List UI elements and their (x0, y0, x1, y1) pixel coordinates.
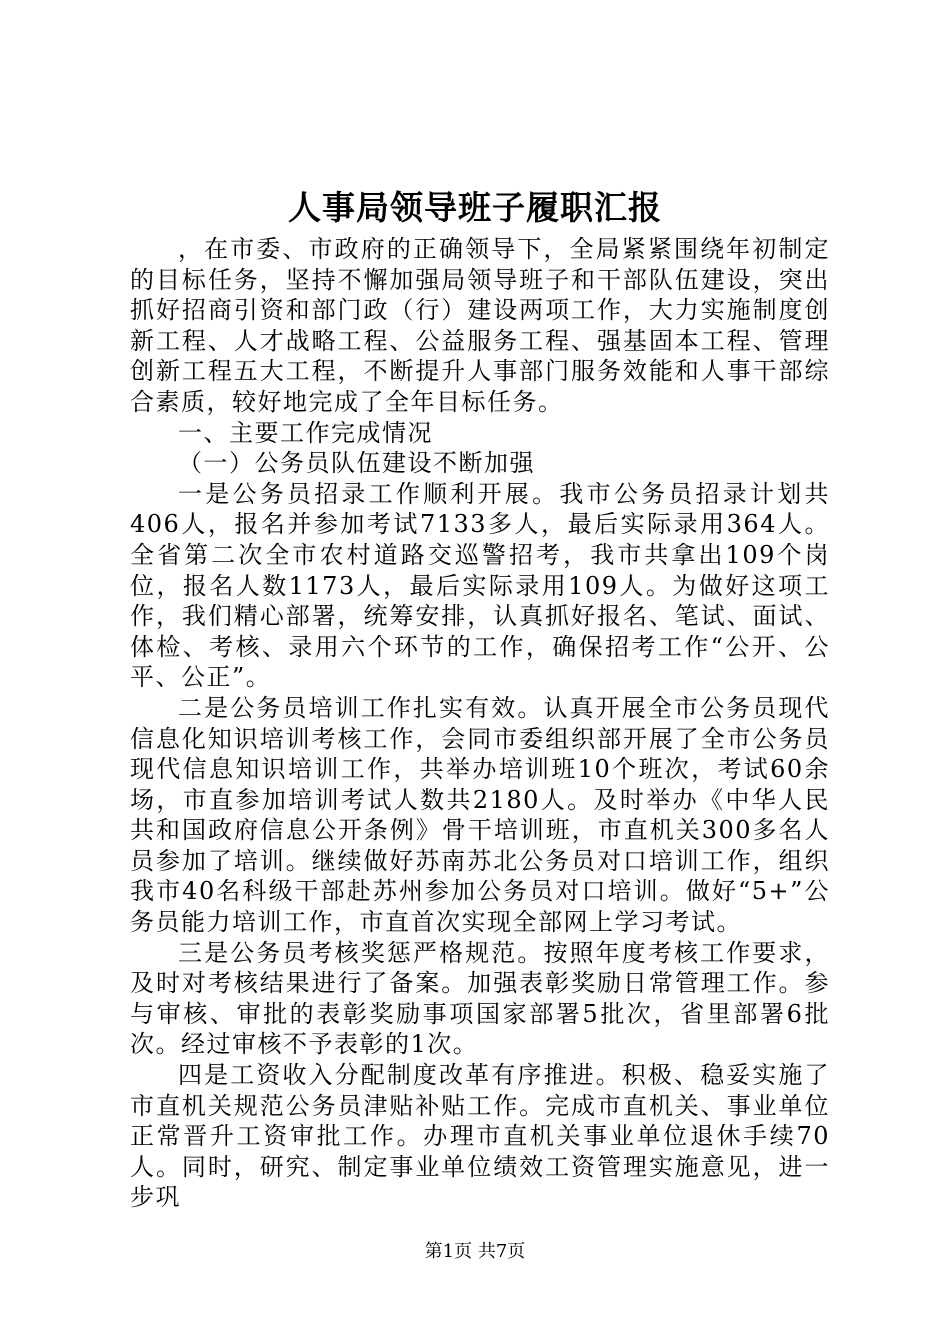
page-footer (0, 1240, 950, 1264)
paragraph-assessment: 三是公务员考核奖惩严格规范。按照年度考核工作要求，及时对考核结果进行了备案。加强表彰奖励日常管理工作。参与审核、审批的表彰奖励事项国家部署5批次，省里部署6批次。经过审核不予表彰的1次。 (130, 938, 830, 1059)
page-total: 共7页 (477, 1241, 526, 1262)
paragraph-recruitment: 一是公务员招录工作顺利开展。我市公务员招录计划共406人，报名并参加考试7133多人，最后实际录用364人。全省第二次全市农村道路交巡警招考，我市共拿出109个岗位，报名人数1173人，最后实际录用109人。为做好这项工作，我们精心部署，统筹安排，认真抓好报名、笔试、面试、体检、考核、录用六个环节的工作，确保招考工作“公开、公平、公正”。 (130, 479, 830, 692)
section-heading: 一、主要工作完成情况 (178, 418, 433, 447)
paragraph-training: 二是公务员培训工作扎实有效。认真开展全市公务员现代信息化知识培训考核工作，会同市委组织部开展了全市公务员现代信息知识培训工作，共举办培训班10个班次，考试60余场，市直参加培训考试人数共2180人。及时举办《中华人民共和国政府信息公开条例》骨干培训班，市直机关300多名人员参加了培训。继续做好苏南苏北公务员对口培训工作，组织我市40名科级干部赴苏州参加公务员对口培训。做好“5+”公务员能力培训工作，市直首次实现全部网上学习考试。 (130, 693, 830, 937)
page-number: 第1页 (424, 1241, 473, 1262)
document-body (130, 234, 830, 1213)
paragraph-intro: ，在市委、市政府的正确领导下，全局紧紧围绕年初制定的目标任务，坚持不懈加强局领导班子和干部队伍建设，突出抓好招商引资和部门政（行）建设两项工作，大力实施制度创新工程、人才战略工程、公益服务工程、强基固本工程、管理创新工程五大工程，不断提升人事部门服务效能和人事干部综合素质，较好地完成了全年目标任务。 (130, 235, 830, 416)
paragraph-salary: 四是工资收入分配制度改革有序推进。积极、稳妥实施了市直机关规范公务员津贴补贴工作。完成市直机关、事业单位正常晋升工资审批工作。办理市直机关事业单位退休手续70人。同时，研究、制定事业单位绩效工资管理实施意见，进一步巩 (130, 1061, 830, 1212)
document-title: 人事局领导班子履职汇报 (288, 188, 662, 227)
subsection-heading: （一）公务员队伍建设不断加强 (178, 449, 535, 478)
